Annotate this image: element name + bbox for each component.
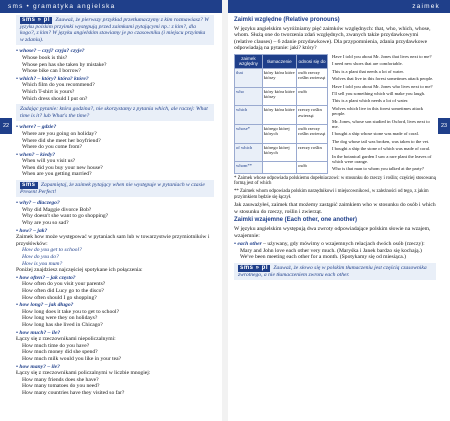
example: How long does it take you to get to school? (22, 308, 120, 315)
left-page (16, 15, 214, 396)
right-page (234, 15, 436, 283)
page-gutter (222, 0, 228, 421)
table-cell: który która które (262, 106, 296, 125)
example: Which film do you recommend? (22, 82, 95, 89)
table-cell: whose* (235, 124, 263, 143)
each-other-entry (234, 241, 436, 261)
example: How long were they on holidays? (22, 315, 98, 322)
tip-box-2 (16, 104, 214, 121)
example: In the botanical garden I saw a rare plant the leaves of which were orange. (332, 153, 432, 165)
page-number-right: 23 (438, 118, 450, 134)
body-text: Poniżej znajdziesz najczęściej spotykane ich połączenia: (16, 267, 143, 274)
example: I'll sell you something which will make you laugh. (332, 91, 426, 96)
example: How often did Lucy go to the disco? (22, 287, 104, 294)
entry-heading: • each other (234, 241, 262, 247)
header-right: zaimek (228, 0, 450, 13)
example: Mary and John love each other very much. (Maryśka i Janek bardzo się kochają.) (240, 247, 422, 254)
tip-box-3 (16, 180, 214, 197)
table-cell: that (235, 68, 263, 87)
body-text: Łączy się z rzeczownikami niepoliczalnymi: (16, 336, 116, 343)
sms-logo: sms » pl (240, 265, 269, 271)
table-row (235, 68, 328, 87)
body-text: Łączy się z rzeczownikami policzalnymi w liczbie mnogiej: (16, 370, 151, 377)
example: Wolves that live in this forest sometimes attack people. (332, 76, 434, 82)
table-row (235, 87, 328, 106)
where-entry (16, 124, 214, 150)
example: Whose bike can I borrow? (22, 68, 82, 75)
how-entry (16, 228, 214, 274)
table-cell: osób (297, 87, 328, 106)
example: Why doesn't she want to go shopping? (22, 213, 109, 220)
example: How do you do? (22, 254, 59, 260)
entry-heading: • where? – gdzie? (16, 124, 214, 131)
body-text: Jak zauważyłeś, zaimek that możemy zastąpić zaimkiem who w stosunku do osób i which w stosunku do rzeczy, roślin i zwierząt. (234, 202, 436, 215)
section-title: Zaimki względne (Relative pronouns) (234, 17, 340, 23)
sms-logo: sms » pl (22, 17, 51, 23)
example: How is you mum? (22, 260, 63, 267)
section-title: Zaimki wzajemne (Each other, one another) (234, 217, 358, 224)
entry-heading: • how long? – jak długo? (16, 302, 214, 309)
table-cell: osób (297, 162, 328, 173)
example: We've been meeting each other for a month. (Spotykamy się od miesiąca.) (240, 254, 406, 261)
which-entry (16, 76, 214, 102)
relative-pronouns-block (234, 54, 436, 174)
table-cell: of which (235, 143, 263, 162)
header-left: sms • gramatyka angielska (0, 0, 222, 13)
example: This is a plant that needs a lot of water. (332, 68, 404, 74)
entry-heading: • whose? – czyj? czyja? czyje? (16, 48, 214, 55)
table-cell: który która które którzy (262, 87, 296, 106)
body-text: – używany, gdy mówimy o wzajemnych relacjach dwóch osób (rzeczy): (263, 241, 425, 248)
example: When will you visit us? (22, 158, 76, 165)
example: The dog whose tail was broken, was taken to the vet. (332, 138, 430, 144)
example: Who is that man to whom you talked at the party? (332, 166, 424, 172)
table-row (235, 124, 328, 143)
example: This is a plant which needs a lot of water. (332, 98, 409, 104)
relative-pronouns-table (234, 54, 328, 174)
example: Where did she meet her boyfriend? (22, 137, 101, 144)
table-cell: rzeczy roślin zwierząt (297, 106, 328, 125)
table-cell: who (235, 87, 263, 106)
example: Have I told you about Mr. Jones who lives next to me? (332, 83, 433, 89)
entry-heading: • how often? – jak często? (16, 275, 214, 282)
example: How much milk would you like in your tea? (22, 355, 122, 362)
entry-heading: • why? – dlaczego? (16, 200, 214, 207)
body-text: W języku angielskim występują dwa zwroty odpowiadające polskim słowie na wzajem, wzajemnie: (234, 226, 431, 239)
footnote: * Zaimek whose odpowiada polskiemu dopełniaczowi: w stosunku do rzeczy i roślin; częściej stosowaną formą jest of which (234, 175, 436, 187)
example: I bought a ship the stone of which was made of coral. (332, 146, 431, 152)
table-cell: whom** (235, 162, 263, 173)
example: Have I told you about Mr. Jones that lives next to me? (332, 53, 432, 59)
tip-text: Zauważ, że słowo się w polskim tłumaczeniu jest częścią czasownika zwrotnego, a nie tłumaczeniem zwrotu each other. (238, 265, 427, 278)
example: Mr. Jones, whose son studied in Oxford, lives next to me. (332, 118, 430, 130)
entry-heading: • how many? – ile? (16, 364, 214, 371)
examples-column (332, 54, 436, 174)
table-header: odnosi się do (297, 54, 328, 68)
example: Which T-shirt is yours? (22, 88, 75, 95)
example: How often do you visit your parents? (22, 281, 106, 288)
example: How do you get to school? (22, 247, 82, 254)
table-header: tłumaczenie (262, 54, 296, 68)
entry-heading: • which? – który? która? które? (16, 76, 214, 83)
table-cell: którego której których (262, 124, 296, 143)
table-cell: osób rzeczy roślin zwierząt (297, 124, 328, 143)
example: Where are you going on holiday? (22, 130, 97, 137)
tip-box (234, 263, 436, 280)
tip-text: Zauważ, że pierwszy przykład przetłumaczymy z kim rozmawiasz? W języku polskim przyimki występują przed zaimkami pytającymi np.: z kim?, dla kogo?, z kim? W języku angielskim stawiamy je po czasowniku (i miejscu przyimka w zdaniu). (20, 17, 209, 43)
example: How often should I go shopping? (22, 294, 97, 301)
example: I need new shoes that are comfortable. (332, 61, 403, 67)
table-row (235, 162, 328, 173)
tip-text: Zadając pytanie: która godzina?, nie skorzystamy z pytania which, ale raczej: What time is it? lub What's the time? (20, 106, 208, 119)
example: Where do you come from? (22, 144, 82, 151)
example: Why did Maggie divorce Bob? (22, 206, 92, 213)
entry-heading: • how? – jak? (16, 228, 214, 235)
table-row (235, 106, 328, 125)
how-much-entry (16, 330, 214, 363)
sms-logo: sms (22, 182, 36, 189)
why-entry (16, 200, 214, 226)
example: How long has she lived in Chicago? (22, 321, 103, 328)
whose-entry (16, 48, 214, 74)
table-cell: osób rzeczy roślin zwierząt (297, 68, 328, 87)
table-cell: którego której których (262, 143, 296, 162)
example: When are you getting married? (22, 171, 92, 178)
body-text: Zaimek how może występować w pytaniach sam lub w towarzystwie przymiotników i przysłówków: (16, 234, 210, 247)
tip-box-1 (16, 15, 214, 45)
entry-heading: • how much? – ile? (16, 330, 214, 337)
example: How many tomatoes do you need? (22, 383, 100, 390)
when-entry (16, 152, 214, 178)
table-row (235, 143, 328, 162)
entry-heading: • when? – kiedy? (16, 152, 214, 159)
example: Whose pen has she taken by mistake? (22, 61, 107, 68)
table-cell: rzeczy roślin (297, 143, 328, 162)
table-header: zaimek względny (235, 54, 263, 68)
table-cell (262, 162, 296, 173)
table-cell: which (235, 106, 263, 125)
footnote: ** Zaimek whom odpowiada polskim narzędnikowi i miejscownikowi, w zależności od tego, z jakim przyimkiem będzie się łączył. (234, 189, 429, 200)
table-cell: który która które którzy (262, 68, 296, 87)
example: When did you buy your new house? (22, 164, 103, 171)
tip-text: Zapamiętaj, że zaimek pytający when nie występuje w pytaniach w czasie Present Perfect! (20, 182, 205, 195)
example: Which dress should I put on? (22, 95, 88, 102)
example: How much money did she spend? (22, 349, 98, 356)
example: Whose book is this? (22, 54, 68, 61)
example: Why are you so sad? (22, 220, 69, 227)
how-many-entry (16, 364, 214, 397)
example: How many countries have they visited so far? (22, 389, 125, 396)
how-often-entry (16, 275, 214, 301)
example: How many friends does she have? (22, 376, 99, 383)
example: How much time do you have? (22, 342, 90, 349)
intro-text: W języku angielskim wyróżniamy pięć zaimków względnych: that, who, which, whose, whom. Służą one do tworzenia zdań względnych, zwanych także przydawkowymi (relative clauses) – 6 zdanie przydawkowe). Dla przypomnienia, zdania przydawkowe odpowiadają na pytanie: jaki? który? (234, 25, 431, 52)
example: Wolves which live in this forest sometimes attack people. (332, 105, 424, 117)
page-number-left: 22 (0, 118, 12, 134)
example: I bought a ship whose stone was made of coral. (332, 131, 420, 137)
how-long-entry (16, 302, 214, 328)
